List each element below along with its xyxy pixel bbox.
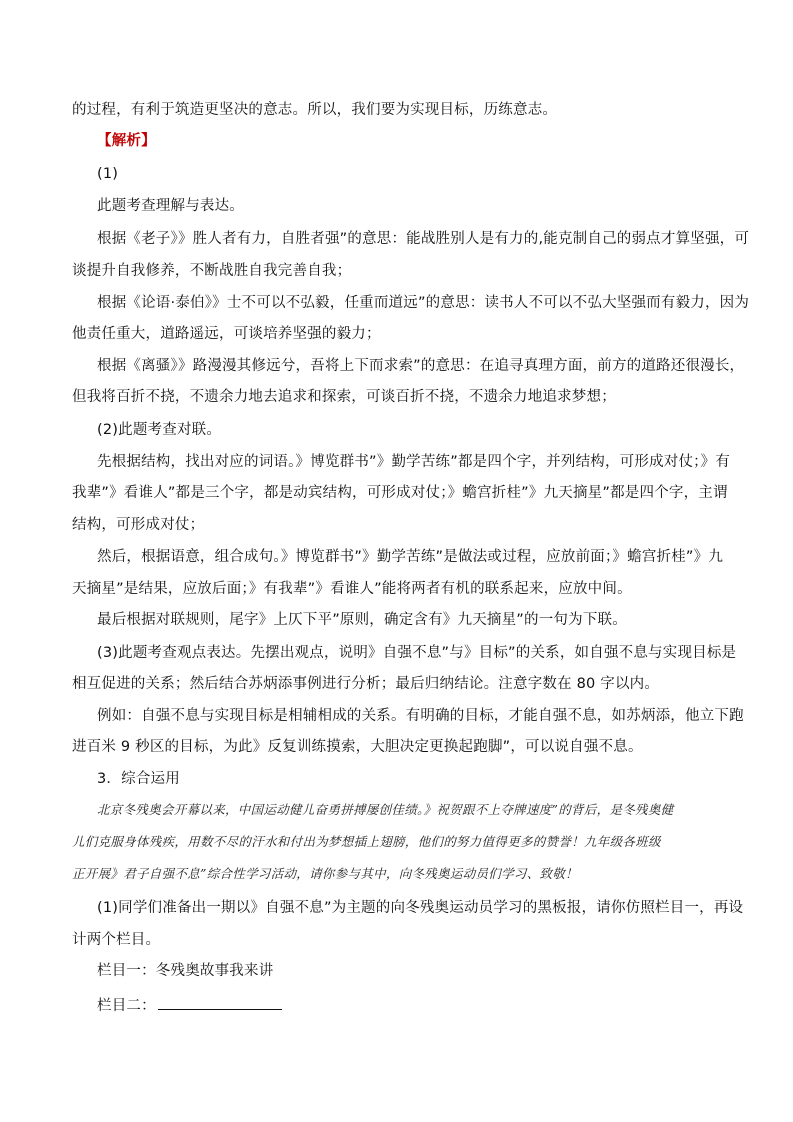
paragraph-line: (2)此题考查对联。 — [97, 422, 222, 438]
paragraph-line: 根据《老子》》胜人者有力，自胜者强”的意思：能战胜别人是有力的,能克制自己的弱点才算坚强，可 — [97, 231, 750, 247]
paragraph-line: 相互促进的关系；然后结合苏炳添事例进行分析；最后归纳结论。注意字数在 80 字以内。 — [72, 676, 660, 692]
paragraph-line: 此题考查理解与表达。 — [97, 198, 244, 214]
paragraph-line: 先根据结构，找出对应的词语。》博览群书”》勤学苦练”都是四个字，并列结构，可形成对仗；》有 — [97, 454, 731, 470]
paragraph-line: 根据《离骚》》路漫漫其修远兮，吾将上下而求索”的意思：在追寻真理方面，前方的道路还很漫长， — [97, 358, 745, 374]
paragraph-line: 然后，根据语意，组合成句。》博览群书”》勤学苦练”是做法或过程，应放前面；》蟾宫折桂”》九 — [97, 549, 724, 565]
column-two-label: 栏目二： — [97, 998, 156, 1014]
paragraph-line: 天摘星”是结果，应放后面；》有我辈”》看谁人”能将两者有机的联系起来，应放中间。 — [72, 581, 632, 597]
passage-line: 儿们克服身体残疾，用数不尽的汗水和付出为梦想插上翅膀，他们的努力值得更多的赞誉！九年级各班级 — [72, 834, 661, 849]
paragraph-line: 例如：自强不息与实现目标是相辅相成的关系。有明确的目标，才能自强不息，如苏炳添，他立下跑 — [97, 708, 744, 724]
column-two-line — [97, 993, 282, 1016]
paragraph-line: (3)此题考查观点表达。先摆出观点，说明》自强不息”与》目标”的关系，如自强不息与实现目标是 — [97, 645, 737, 661]
paragraph-line: 他责任重大，道路遥远，可谈培养坚强的毅力； — [72, 326, 381, 342]
material-passage — [72, 794, 722, 890]
passage-line: 北京冬残奥会开幕以来，中国运动健儿奋勇拼搏屡创佳绩。》祝贺跟不上夺牌速度”的背后，是冬残奥健 — [97, 802, 674, 817]
analysis-heading: 【解析】 — [97, 133, 156, 149]
question-number: (1) — [97, 166, 119, 182]
question-line: 计两个栏目。 — [72, 932, 161, 948]
paragraph-line: 结构，可形成对仗； — [72, 517, 205, 533]
paragraph-line: 最后根据对联规则，尾字》上仄下平”原则，确定含有》九天摘星”的一句为下联。 — [97, 612, 627, 628]
column-one-line: 栏目一：冬残奥故事我来讲 — [97, 963, 274, 979]
paragraph-line: 的过程，有利于筑造更坚决的意志。所以，我们要为实现目标，历练意志。 — [72, 102, 558, 118]
paragraph-line: 但我将百折不挠，不遗余力地去追求和探索，可谈百折不挠，不遗余力地追求梦想； — [72, 389, 616, 405]
passage-line: 正开展》君子自强不息”综合性学习活动，请你参与其中，向冬残奥运动员们学习、致敬！ — [72, 866, 578, 881]
paragraph-line: 根据《论语·泰伯》》士不可以不弘毅，任重而道远”的意思：读书人不可以不弘大坚强而有毅力，因为 — [97, 295, 750, 311]
paragraph-line: 进百米 9 秒区的目标，为此》反复训练摸索，大胆决定更换起跑脚”，可以说自强不息。 — [72, 739, 643, 755]
section-heading: 3．综合运用 — [97, 771, 180, 787]
question-line: (1)同学们准备出一期以》自强不息”为主题的向冬残奥运动员学习的黑板报，请你仿照栏目一，再设 — [97, 900, 744, 916]
answer-blank[interactable] — [158, 993, 282, 1010]
paragraph-line: 我辈”》看谁人”都是三个字，都是动宾结构，可形成对仗；》蟾宫折桂”》九天摘星”都是四个字，主谓 — [72, 485, 728, 501]
paragraph-line: 谈提升自我修养，不断战胜自我完善自我； — [72, 263, 352, 279]
